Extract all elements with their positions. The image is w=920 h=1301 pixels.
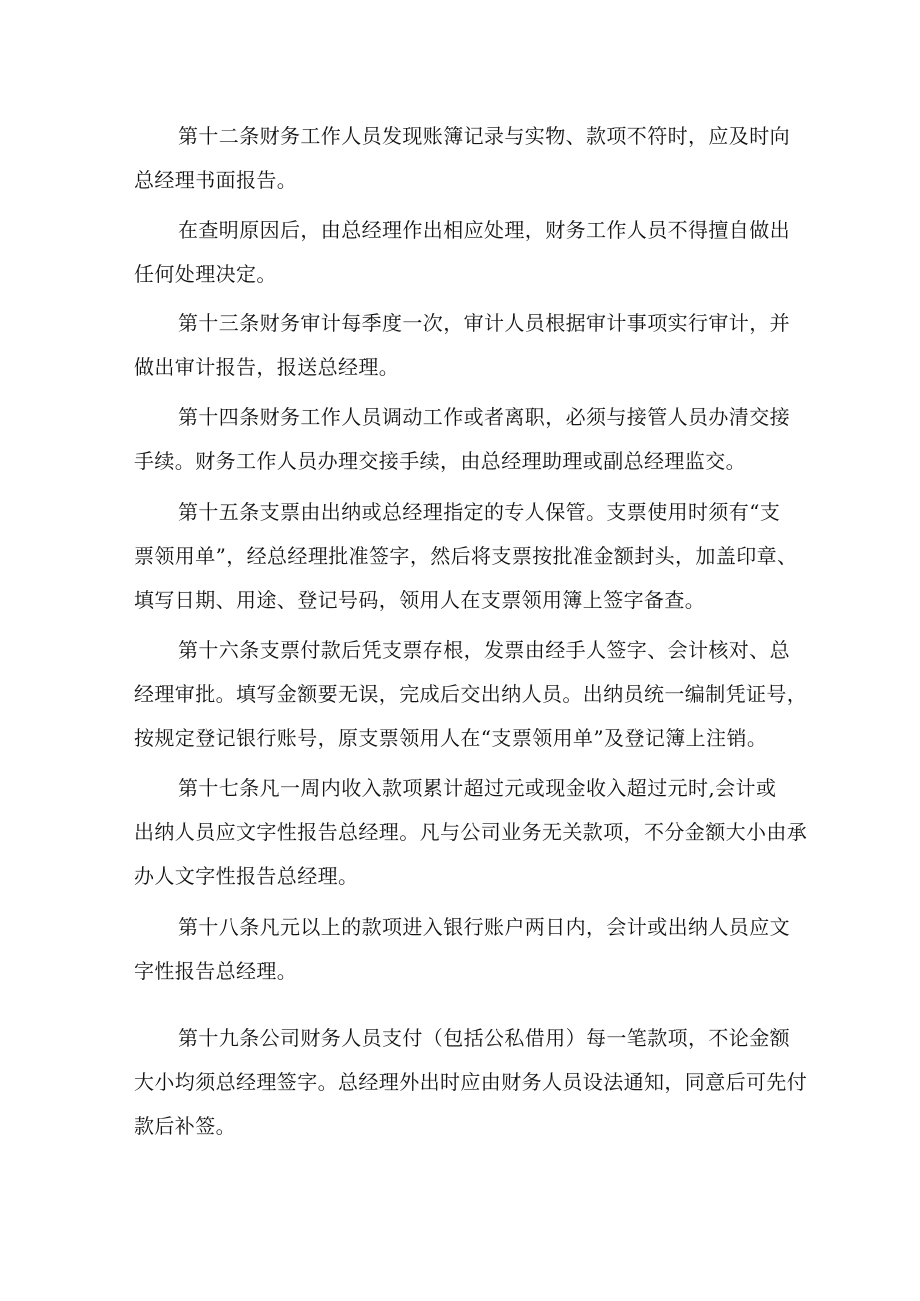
paragraph-line: 第十九条公司财务人员支付（包括公私借用）每一笔款项，不论金额 xyxy=(178,1026,790,1050)
paragraph-article-17 xyxy=(134,766,808,898)
paragraph-line: 大小均须总经理签字。总经理外出时应由财务人员设法通知，同意后可先付 xyxy=(134,1070,808,1094)
paragraph-article-19 xyxy=(134,1016,808,1148)
paragraph-line: 手续。财务工作人员办理交接手续，由总经理助理或副总经理监交。 xyxy=(134,449,746,473)
paragraph-line: 第十三条财务审计每季度一次，审计人员根据审计事项实行审计，并 xyxy=(178,311,790,335)
paragraph-line: 款后补签。 xyxy=(134,1114,236,1138)
paragraph-line: 办人文字性报告总经理。 xyxy=(134,864,359,888)
paragraph-line: 在查明原因后，由总经理作出相应处理，财务工作人员不得擅自做出 xyxy=(178,218,790,242)
paragraph-line: 第十二条财务工作人员发现账簿记录与实物、款项不符时，应及时向 xyxy=(178,124,790,148)
paragraph-article-18 xyxy=(134,905,790,993)
paragraph-article-14 xyxy=(134,395,790,483)
paragraph-line: 第十五条支票由出纳或总经理指定的专人保管。支票使用时须有“支 xyxy=(178,500,781,524)
paragraph-line: 任何处理决定。 xyxy=(134,262,277,286)
paragraph-investigation xyxy=(134,208,790,296)
paragraph-line: 第十七条凡一周内收入款项累计超过元或现金收入超过元时,会计或 xyxy=(178,776,777,800)
paragraph-article-16 xyxy=(134,628,808,760)
paragraph-line: 字性报告总经理。 xyxy=(134,959,298,983)
paragraph-line: 填写日期、用途、登记号码，领用人在支票领用簿上签字备查。 xyxy=(134,588,706,612)
paragraph-line: 做出审计报告，报送总经理。 xyxy=(134,355,400,379)
paragraph-line: 经理审批。填写金额要无误，完成后交出纳人员。出纳员统一编制凭证号， xyxy=(134,682,808,706)
paragraph-article-13 xyxy=(134,301,790,389)
paragraph-article-15 xyxy=(134,490,798,622)
paragraph-line: 第十六条支票付款后凭支票存根，发票由经手人签字、会计核对、总 xyxy=(178,638,790,662)
paragraph-line: 票领用单”，经总经理批准签字，然后将支票按批准金额封头，加盖印章、 xyxy=(134,544,798,568)
paragraph-line: 出纳人员应文字性报告总经理。凡与公司业务无关款项，不分金额大小由承 xyxy=(134,820,808,844)
paragraph-article-12 xyxy=(134,114,790,202)
paragraph-line: 总经理书面报告。 xyxy=(134,168,298,192)
paragraph-line: 第十四条财务工作人员调动工作或者离职，必须与接管人员办清交接 xyxy=(178,405,790,429)
paragraph-line: 按规定登记银行账号，原支票领用人在“支票领用单”及登记簿上注销。 xyxy=(134,726,768,750)
paragraph-line: 第十八条凡元以上的款项进入银行账户两日内，会计或出纳人员应文 xyxy=(178,915,790,939)
